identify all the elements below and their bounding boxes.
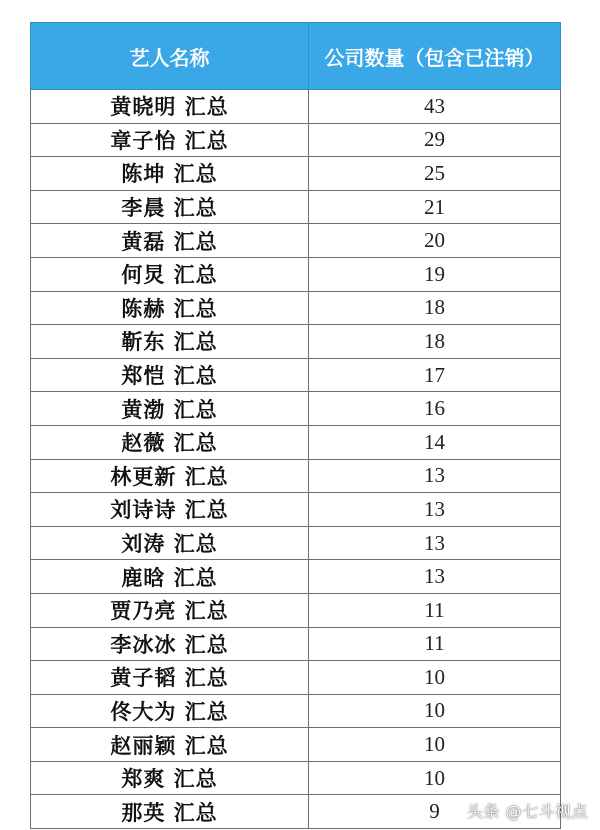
- company-count-cell: 10: [309, 761, 561, 795]
- artist-name-cell: 林更新 汇总: [31, 459, 309, 493]
- table-row: [31, 560, 561, 594]
- company-count-cell: 9: [309, 795, 561, 829]
- table-row: [31, 358, 561, 392]
- company-count-cell: 10: [309, 661, 561, 695]
- table-row: [31, 661, 561, 695]
- company-count-cell: 16: [309, 392, 561, 426]
- artist-name-cell: 黄渤 汇总: [31, 392, 309, 426]
- company-count-cell: 10: [309, 694, 561, 728]
- company-count-cell: 21: [309, 190, 561, 224]
- table-row: [31, 526, 561, 560]
- company-count-cell: 13: [309, 493, 561, 527]
- artist-name-cell: 陈赫 汇总: [31, 291, 309, 325]
- company-count-cell: 17: [309, 358, 561, 392]
- artist-name-cell: 黄晓明 汇总: [31, 90, 309, 124]
- company-count-cell: 20: [309, 224, 561, 258]
- company-count-cell: 10: [309, 728, 561, 762]
- table-row: [31, 761, 561, 795]
- table-row: [31, 425, 561, 459]
- company-count-cell: 13: [309, 560, 561, 594]
- table-row: [31, 157, 561, 191]
- artist-name-cell: 李晨 汇总: [31, 190, 309, 224]
- table-row: [31, 392, 561, 426]
- source-watermark: 头条 @七斗视点: [466, 802, 588, 821]
- artist-name-cell: 刘涛 汇总: [31, 526, 309, 560]
- artist-name-cell: 赵丽颖 汇总: [31, 728, 309, 762]
- artist-name-cell: 李冰冰 汇总: [31, 627, 309, 661]
- artist-name-cell: 何炅 汇总: [31, 257, 309, 291]
- table-row: [31, 627, 561, 661]
- company-count-cell: 29: [309, 123, 561, 157]
- artist-name-cell: 那英 汇总: [31, 795, 309, 829]
- company-count-cell: 43: [309, 90, 561, 124]
- table-row: [31, 90, 561, 124]
- table-row: [31, 257, 561, 291]
- company-count-cell: 25: [309, 157, 561, 191]
- table-row: [31, 728, 561, 762]
- company-count-cell: 19: [309, 257, 561, 291]
- artist-name-cell: 陈坤 汇总: [31, 157, 309, 191]
- company-count-cell: 13: [309, 459, 561, 493]
- header-artist-name: 艺人名称: [31, 23, 309, 90]
- table-row: [31, 325, 561, 359]
- artist-name-cell: 章子怡 汇总: [31, 123, 309, 157]
- artist-name-cell: 鹿晗 汇总: [31, 560, 309, 594]
- artist-name-cell: 黄子韬 汇总: [31, 661, 309, 695]
- artist-company-table: [30, 22, 561, 829]
- company-count-cell: 14: [309, 425, 561, 459]
- artist-name-cell: 刘诗诗 汇总: [31, 493, 309, 527]
- table-row: [31, 291, 561, 325]
- artist-name-cell: 贾乃亮 汇总: [31, 593, 309, 627]
- company-count-cell: 18: [309, 325, 561, 359]
- artist-name-cell: 郑爽 汇总: [31, 761, 309, 795]
- table-header-row: [31, 23, 561, 90]
- company-count-cell: 18: [309, 291, 561, 325]
- table-row: [31, 593, 561, 627]
- table-row: [31, 694, 561, 728]
- artist-name-cell: 佟大为 汇总: [31, 694, 309, 728]
- artist-name-cell: 靳东 汇总: [31, 325, 309, 359]
- header-company-count: 公司数量（包含已注销）: [309, 23, 561, 90]
- table-row: [31, 224, 561, 258]
- artist-name-cell: 黄磊 汇总: [31, 224, 309, 258]
- company-count-cell: 11: [309, 593, 561, 627]
- company-count-cell: 13: [309, 526, 561, 560]
- artist-name-cell: 郑恺 汇总: [31, 358, 309, 392]
- table-row: [31, 123, 561, 157]
- table-row: [31, 493, 561, 527]
- table-row: [31, 190, 561, 224]
- company-count-cell: 11: [309, 627, 561, 661]
- artist-name-cell: 赵薇 汇总: [31, 425, 309, 459]
- table-row: [31, 459, 561, 493]
- table-body: [31, 90, 561, 829]
